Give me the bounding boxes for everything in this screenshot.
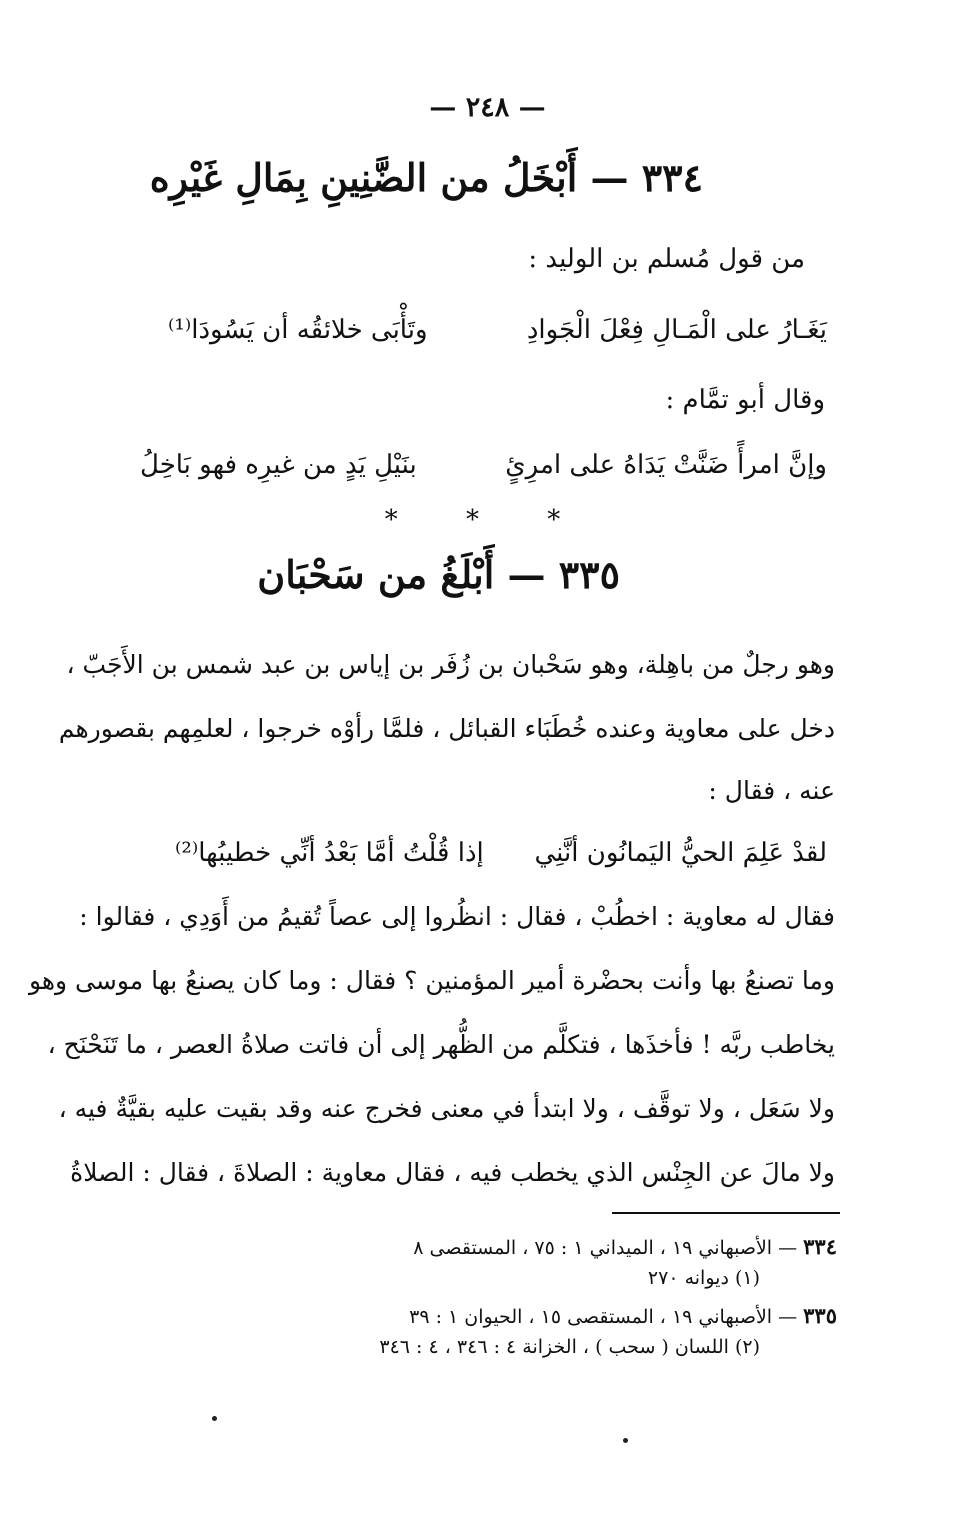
paragraph-2-line-3: يخاطب ربَّه ! فأخذَها ، فتكلَّم من الظُّهر إلى أن فاتت صلاةُ العصر ، ما تَنَحْنَح ، <box>47 1030 835 1059</box>
section-335-heading: ٣٣٥ — أَبْلَغُ من سَحْبَان <box>257 552 620 597</box>
paragraph-1-line-2: دخل على معاوية وعنده خُطَبَاء القبائل ، فلمَّا رأوْه خرجوا ، لعلمِهم بقصورهم <box>58 714 835 743</box>
footnote-text: (١) ديوانه ٢٧٠ <box>647 1267 760 1289</box>
print-speck <box>623 1438 628 1443</box>
verse-2-second-hemistich: بنَيْلِ يَدٍ من غيرِه فهو بَاخِلُ <box>140 450 417 480</box>
section-separator: * * * <box>384 505 591 535</box>
footnote-1 <box>648 1267 760 1289</box>
verse-3-second-hemistich: إذا قُلْتُ أمَّا بَعْدُ أنِّي خطيبُها⁽²⁾ <box>175 838 484 868</box>
footnote-text: (٢) اللسان ( سحب ) ، الخزانة ٤ : ٣٤٦ ، ٤ : ٣٤٦ <box>379 1336 760 1358</box>
section-334-intro-2: وقال أبو تمَّام : <box>665 385 825 415</box>
footnote-number: ٣٣٤ <box>803 1234 837 1259</box>
section-334-heading: ٣٣٤ — أَبْخَلُ من الضَّنِينِ بِمَالِ غَيْرِه <box>149 155 703 200</box>
verse-2-first-hemistich: وإنَّ امرأً ضَنَّتْ يَدَاهُ على امرِئٍ <box>505 450 827 480</box>
footnote-2 <box>379 1336 760 1358</box>
section-334-intro: من قول مُسلم بن الوليد : <box>528 244 805 274</box>
print-speck <box>212 1416 217 1421</box>
verse-3-first-hemistich: لقدْ عَلِمَ الحيُّ اليَمانُون أنَّنِي <box>534 838 827 868</box>
paragraph-1-line-1: وهو رجلٌ من باهِلة، وهو سَحْبان بن زُفَر بن إياس بن عبد شمس بن الأَجَبّ ، <box>66 650 835 679</box>
footnote-number: ٣٣٥ <box>803 1303 837 1328</box>
paragraph-2-line-5: ولا مالَ عن الجِنْس الذي يخطب فيه ، فقال معاوية : الصلاةَ ، فقال : الصلاةُ <box>70 1158 835 1187</box>
verse-1-second-hemistich: وتَأْبَى خلائقُه أن يَسُودَا⁽¹⁾ <box>168 315 428 345</box>
footnote-335 <box>409 1303 837 1328</box>
footnote-text: — الأصبهاني ١٩ ، الميداني ١ : ٧٥ ، المستقصى ٨ <box>413 1237 798 1259</box>
footnote-divider <box>612 1212 840 1214</box>
paragraph-1-line-3: عنه ، فقال : <box>708 776 835 805</box>
paragraph-2-line-4: ولا سَعَل ، ولا توقَّف ، ولا ابتدأ في معنى فخرج عنه وقد بقيت عليه بقيَّةٌ فيه ، <box>58 1094 835 1123</box>
page-number: — ٢٤٨ — <box>429 92 546 123</box>
verse-1-first-hemistich: يَغَـارُ على الْمَـالِ فِعْلَ الْجَوادِ <box>526 315 827 345</box>
footnote-334 <box>413 1234 837 1259</box>
footnote-text: — الأصبهاني ١٩ ، المستقصى ١٥ ، الحيوان ١ : ٣٩ <box>409 1306 798 1328</box>
paragraph-2-line-1: فقال له معاوية : اخطُبْ ، فقال : انظُروا إلى عصاً تُقيمُ من أَوَدِي ، فقالوا : <box>79 902 835 931</box>
paragraph-2-line-2: وما تصنعُ بها وأنت بحضْرة أمير المؤمنين ؟ فقال : وما كان يصنعُ بها موسى وهو <box>28 966 835 995</box>
